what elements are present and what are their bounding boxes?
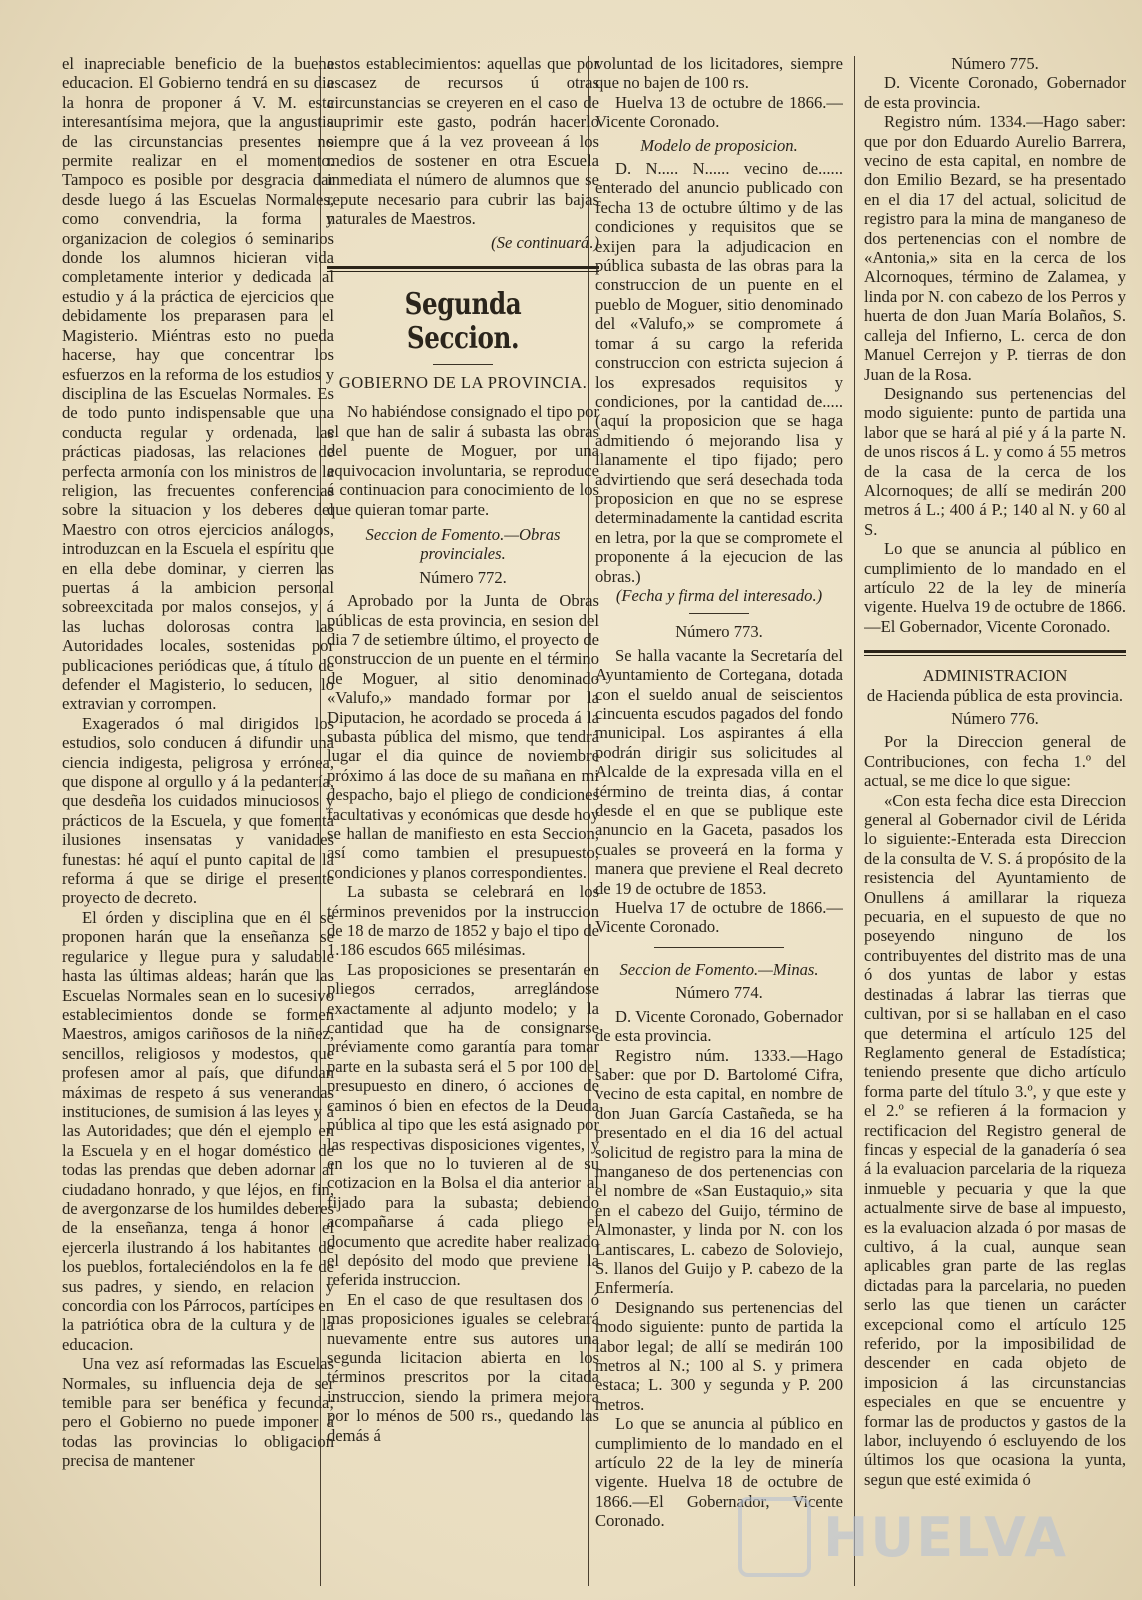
paragraph: Las proposiciones se presentarán en pliegos cerrados, arreglándose exactamente al adjunto modelo; y la cantidad que ha de consignarse préviamente como garantía para tomar parte en la subasta será el 5 por 100 del presupuesto en dinero, ó acciones de caminos ó bien en efectos de la Deuda pública al tipo que les está asignado por las respectivas disposiciones vigentes, y en los que no lo tuvieren al de su cotizacion en la Bolsa el dia anterior al fijado para la subasta; debiendo acompañarse á cada pliego el documento que acredite haber realizado el depósito del modo que previene la referida instruccion. — [327, 959, 599, 1290]
divider — [433, 364, 493, 365]
section-subheading: de Hacienda pública de esta provincia. — [866, 685, 1124, 705]
divider — [689, 613, 749, 614]
library-watermark — [738, 1492, 1068, 1582]
divider — [654, 947, 784, 948]
column-3 — [595, 54, 843, 1589]
section-title: Segunda Seccion. — [404, 287, 522, 357]
paragraph: Exagerados ó mal dirigidos los estudios, solo conducen á difundir una ciencia indigesta, peligrosa y errónea, que dispone al orgullo y á la pedantería, que desdeña los cuidados minuciosos y prácticos de la Escuela, y que fomenta ilusiones insensatas y vanidades funestas: hé aquí el punto capital de la reforma á que se dirige el presente proyecto de decreto. — [62, 713, 334, 908]
paragraph: Por la Direccion general de Contribuciones, con fecha 1.º del actual, se me dice lo que sigue: — [864, 732, 1126, 791]
section-divider — [864, 650, 1126, 656]
paragraph: La subasta se celebrará en los términos prevenidos por la instruccion de 18 de marzo de 1852 y bajo el tipo de 1.186 escudos 665 milésimas. — [327, 882, 599, 960]
paragraph: El órden y disciplina que en él se proponen harán que la enseñanza se regularice y llegue pura y saludable hasta las últimas aldeas; harán que las Escuelas Normales sean en lo sucesivo establecimientos donde se formen Maestros, amigos cariñosos de la niñez, sencillos, religiosos y modestos, que profesen amor al país, que difundan máximas de respeto á sus venerandas instituciones, de sumision á las leyes y á las Autoridades; que dén el ejemplo en la Escuela y en el hogar doméstico de todas las prendas que deben adornar al ciudadano honrado, y que léjos, en fin, de avergonzarse de los humildes deberes de la enseñanza, tenga á honor el ejercerla ilustrando á los habitantes de los pueblos, fortaleciéndolos en la fe de sus padres, y siendo, en relacion y concordia con los Párrocos, partícipes en la patriótica obra de la cultura y de la educacion. — [62, 907, 334, 1354]
section-divider — [327, 266, 599, 272]
notice-number: Número 774. — [675, 983, 763, 1003]
notice-number: Número 773. — [675, 622, 763, 642]
section-heading: GOBIERNO DE LA PROVINCIA. — [338, 373, 588, 393]
crest-icon — [738, 1497, 811, 1577]
sub-heading: Seccion de Fomento.—Obras provinciales. — [365, 524, 561, 564]
sub-heading: Seccion de Fomento.—Minas. — [619, 959, 819, 979]
paragraph: «Con esta fecha dice esta Direccion general al Gobernador civil de Lérida lo siguiente:-Enterada esta Direccion de la consulta de V. S. á propósito de la resistencia del Ayuntamiento de Onullens á amillarar la riqueza pecuaria, en el supuesto de que no poseyendo ninguno de los contribuyentes del distrito mas de una ó dos yuntas de labor y estas destinadas á labrar las tierras que cultivan, por si se hallaban en el caso que determina el artículo 125 del Reglamento general de Estadística; teniendo presente que dicho artículo forma parte del título 3.º, y que este y el 2.º se refieren á la formacion y rectificacion del Registro general de fincas y especial de la ganadería ó sea á la evaluacion parcelaria de la riqueza inmueble y pecuaria y que la que actualmente sirve de base al impuesto, es la evaluacion alzada ó por masas de cultivo, á la cual, aunque sean aplicables gran parte de las reglas dictadas para la parcelaria, no pueden serlo las que tienen un carácter excepcional como el artículo 125 referido, por la imposibilidad de descender en cada objeto de imposicion á las circunstancias especiales en que se encuentre y formar las de productos y gastos de la labor, incluyendo ó escluyendo de los últimos los que ocasiona la yunta, segun que esté eximida ó — [864, 790, 1126, 1489]
signature-note: (Fecha y firma del interesado.) — [615, 585, 823, 605]
paragraph: Designando sus pertenencias del modo siguiente: punto de partida una labor que se hará al pié y á la parte N. de unos riscos á L. y como á 55 metros de la casa de la cerca de los Alcornoques; de allí se medirán 200 metros á L.; 400 á P.; 140 al N. y 60 al S. — [864, 383, 1126, 539]
signature: Huelva 13 de octubre de 1866.—Vicente Coronado. — [595, 92, 843, 132]
paragraph: Lo que se anuncia al público en cumplimiento de lo mandado en el artículo 22 de la ley de minería vigente. Huelva 19 de octubre de 1866.—El Gobernador, Vicente Coronado. — [864, 539, 1126, 636]
paragraph: D. Vicente Coronado, Gobernador de esta provincia. — [864, 73, 1126, 112]
paragraph: Registro núm. 1334.—Hago saber: que por don Eduardo Aurelio Barrera, vecino de esta capital, en nombre de don Emilio Bezard, se ha presentado en el dia 17 del actual, solicitud de registro para la mina de manganeso de dos pertenencias con el nombre de «Antonia,» sita en la cerca de los Alcornoques, término de Zalamea, y linda por N. con cabezo de los Perros y huerta de don Juan María Bolaños, S. calleja del Infierno, L. cerca de don Manuel Cerrejon y P. tierras de don Juan de la Rosa. — [864, 112, 1126, 384]
section-heading: ADMINISTRACION — [922, 666, 1068, 686]
column-divider — [854, 56, 855, 1586]
paragraph: el inapreciable beneficio de la buena educacion. El Gobierno tendrá en su dia la honra de proponer á V. M. esta interesantísima mejora, que la angustia de las circunstancias presentes no permite realizar en el momento. Tampoco es posible por desgracia dar desde luego á las Escuelas Normales, como convendria, la forma y organizacion de colegios ó seminarios donde los alumnos hicieran vida completamente interior y dedicada al estudio y á la práctica de ejercicios que debidamente los preparasen para el Magisterio. Miéntras esto no pueda hacerse, hay que concentrar los esfuerzos en la reforma de los estudios y disciplina de las Escuelas Normales. Es de todo punto indispensable que una conducta regular y ordenada, las prácticas piadosas, las relaciones de perfecta armonía con los ministros de la religion, las frecuentes conferencias sobre la situacion y los deberes del Maestro con otros ejercicios análogos, introduzcan en la Escuela el espíritu que en ella debe dominar, y cierren las puertas á la ambicion personal sobreexcitada por malos consejos, y á las luchas dolorosas contra las Autoridades locales, sostenidas por publicaciones periódicas que, á título de defender el Magisterio, lo seducen, lo extravian y corrompen. — [62, 54, 334, 714]
sub-heading: Modelo de proposicion. — [640, 135, 798, 155]
column-4 — [864, 54, 1126, 1589]
notice-number: Número 772. — [419, 567, 507, 587]
notice-number: Número 775. — [951, 54, 1039, 73]
continued-note: (Se continuará.) — [491, 232, 599, 252]
paragraph: Registro núm. 1333.—Hago saber: que por D. Bartolomé Cifra, vecino de esta capital, en nombre de don Juan García Castañeda, se ha presentado en el dia 16 del actual solicitud de registro para la mina de manganeso de dos pertenencias con el nombre de «San Eustaquio,» sita en el cabezo del Guijo, término de Almonaster, y linda por N. con los Lantiscares, L. cabezo de Soloviejo, S. llanos del Guijo y P. cabezo de la Enfermería. — [595, 1045, 843, 1298]
paragraph: Una vez así reformadas las Escuelas Normales, su influencia deja de ser temible para ser benéfica y fecunda; pero el Gobierno no puede imponer á todas las provincias lo obligacion precisa de mantener — [62, 1354, 334, 1471]
paragraph: Designando sus pertenencias del modo siguiente: punto de partida la labor legal; de allí se medirán 100 metros al N.; 100 al S. y primera estaca; L. 300 y segunda y P. 200 metros. — [595, 1297, 843, 1414]
paragraph: No habiéndose consignado el tipo por el que han de salir á subasta las obras del puente de Moguer, por una equivocacion involuntaria, se reproduce á continuacion para conocimiento de los que quieran tomar parte. — [327, 402, 599, 519]
paragraph: Se halla vacante la Secretaría del Ayuntamiento de Cortegana, dotada con el sueldo anual de seiscientos cincuenta escudos pagados del fondo municipal. Los aspirantes á ella podrán dirigir sus solicitudes al Alcalde de la expresada villa en el término de treinta dias, á contar desde el en que se publique este anuncio en la Gaceta, pasados los cuales se proveerá en la forma y manera que previene el Real decreto de 19 de octubre de 1853. — [595, 645, 843, 898]
paragraph: estos establecimientos: aquellas que por escasez de recursos ú otras circunstancias se creyeren en el caso de suprimir este gasto, podrán hacerlo siempre que á la vez proveean á los medios de sostener en otra Escuela inmediata el número de alumnos que se repute necesario para cubrir las bajas naturales de Maestros. — [327, 54, 599, 229]
column-1 — [62, 54, 334, 1589]
paragraph: Aprobado por la Junta de Obras públicas de esta provincia, en sesion del dia 7 de setiembre último, el proyecto de construccion de un puente en el término de Moguer, al sitio denominado «Valufo,» mandado formar por la Diputacion, he acordado se proceda á la subasta pública del mismo, que tendrá lugar el dia quince de noviembre próximo á las doce de su mañana en mi despacho, bajo el pliego de condiciones facultativas y económicas que desde hoy se hallan de manifiesto en esta Seccion, así como tambien el presupuesto, condiciones y planos correspondientes. — [327, 591, 599, 882]
paragraph: voluntad de los licitadores, siempre que no bajen de 100 rs. — [595, 54, 843, 93]
paragraph: Lo que se anuncia al público en cumplimiento de lo mandado en el artículo 22 de la ley de minería vigente. Huelva 18 de octubre de 1866.—El Gobernador, Vicente Coronado. — [595, 1414, 843, 1531]
signature: Huelva 17 de octubre de 1866.—Vicente Coronado. — [595, 898, 843, 937]
paragraph: D. Vicente Coronado, Gobernador de esta provincia. — [595, 1006, 843, 1046]
paragraph: En el caso de que resultasen dos ó mas proposiciones iguales se celebrará nuevamente entre sus autores una segunda licitacion abierta en los términos prescritos por la citada instruccion, siendo la primera mejora por lo ménos de 500 rs., quedando las demás á — [327, 1289, 599, 1445]
paragraph: D. N..... N...... vecino de...... enterado del anuncio publicado con fecha 13 de octubre último y de las condiciones y requisitos que se exijen para la adjudicacion en pública subasta de las obras para la construccion de un puente en el pueblo de Moguer, sitio denominado del «Valufo,» se compromete á tomar á su cargo la referida construccion con estricta sujecion á los expresados requisitos y condiciones, por la cantidad de..... (aquí la proposicion que se haga admitiendo ó mejorando lisa y llanamente el tipo fijado; pero advirtiendo que será desechada toda proposicion en que no se esprese determinadamente la cantidad escrita en letra, por la que se compromete el proponente á la ejecucion de las obras.) — [595, 159, 843, 586]
column-2 — [327, 54, 599, 1589]
notice-number: Número 776. — [951, 709, 1039, 728]
watermark-text: HUELVA — [823, 1505, 1068, 1569]
